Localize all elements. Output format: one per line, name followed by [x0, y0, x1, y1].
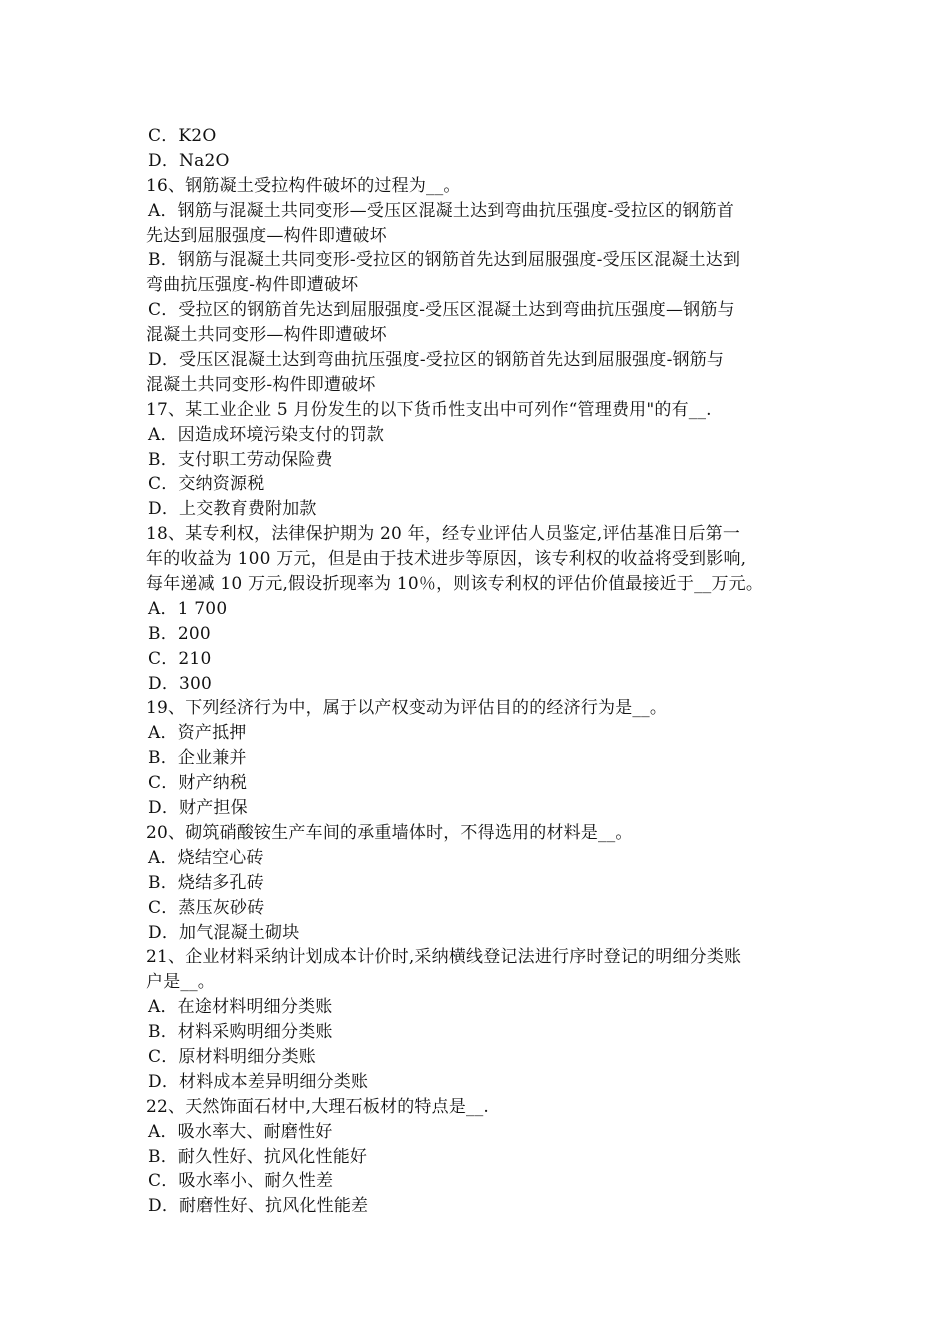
- continuation-line: 户是__。: [146, 972, 215, 993]
- continuation-line: 年的收益为 100 万元，但是由于技术进步等原因，该专利权的收益将受到影响,: [146, 549, 747, 570]
- option-line: D．加气混凝土砌块: [148, 922, 300, 943]
- continuation-line: 每年递减 10 万元,假设折现率为 10％，则该专利权的评估价值最接近于__万元。: [146, 574, 764, 595]
- option-line: C．财产纳税: [148, 773, 248, 794]
- option-line: C．吸水率小、耐久性差: [148, 1171, 334, 1192]
- option-line: A．钢筋与混凝土共同变形—受压区混凝土达到弯曲抗压强度-受拉区的钢筋首: [148, 200, 735, 221]
- option-line: D．受压区混凝土达到弯曲抗压强度-受拉区的钢筋首先达到屈服强度-钢筋与: [148, 350, 725, 371]
- continuation-line: 弯曲抗压强度-构件即遭破坏: [146, 275, 359, 296]
- option-line: C．210: [148, 648, 212, 669]
- question-line: 18、某专利权，法律保护期为 20 年，经专业评估人员鉴定,评估基准日后第一: [146, 524, 741, 545]
- option-line: C．蒸压灰砂砖: [148, 897, 265, 918]
- option-line: A．资产抵押: [148, 723, 247, 744]
- option-line: A．因造成环境污染支付的罚款: [148, 424, 385, 445]
- option-line: D．300: [148, 673, 213, 694]
- option-line: C．原材料明细分类账: [148, 1046, 317, 1067]
- option-line: B．烧结多孔砖: [148, 872, 264, 893]
- option-line: B．200: [148, 623, 211, 644]
- option-line: D．财产担保: [148, 798, 248, 819]
- option-line: A．吸水率大、耐磨性好: [148, 1121, 333, 1142]
- question-line: 21、企业材料采纳计划成本计价时,采纳横线登记法进行序时登记的明细分类账: [146, 947, 742, 968]
- continuation-line: 混凝土共同变形—构件即遭破坏: [146, 325, 387, 346]
- option-line: D．上交教育费附加款: [148, 499, 317, 520]
- option-line: B．材料采购明细分类账: [148, 1022, 333, 1043]
- question-line: 20、砌筑硝酸铵生产车间的承重墙体时，不得选用的材料是__。: [146, 822, 633, 843]
- question-line: 19、下列经济行为中，属于以产权变动为评估目的的经济行为是__。: [146, 698, 668, 719]
- question-line: 16、钢筋凝土受拉构件破坏的过程为__。: [146, 175, 461, 196]
- option-line: D．材料成本差异明细分类账: [148, 1071, 369, 1092]
- option-line: C．交纳资源税: [148, 474, 265, 495]
- option-line: A．1 700: [148, 598, 228, 619]
- option-line: A．在途材料明细分类账: [148, 997, 333, 1018]
- option-line: B．钢筋与混凝土共同变形-受拉区的钢筋首先达到屈服强度-受压区混凝土达到: [148, 250, 741, 271]
- question-line: 22、天然饰面石材中,大理石板材的特点是__.: [146, 1096, 490, 1117]
- option-line: D．耐磨性好、抗风化性能差: [148, 1196, 369, 1217]
- option-line: B．企业兼并: [148, 748, 247, 769]
- continuation-line: 先达到屈服强度—构件即遭破坏: [146, 225, 387, 246]
- continuation-line: 混凝土共同变形-构件即遭破坏: [146, 374, 376, 395]
- option-line: A．烧结空心砖: [148, 847, 264, 868]
- option-line: B．支付职工劳动保险费: [148, 449, 333, 470]
- option-line: C．受拉区的钢筋首先达到屈服强度-受压区混凝土达到弯曲抗压强度—钢筋与: [148, 300, 735, 321]
- option-line: B．耐久性好、抗风化性能好: [148, 1146, 368, 1167]
- document-text-body: [146, 124, 810, 1219]
- question-line: 17、某工业企业 5 月份发生的以下货币性支出中可列作“管理费用"的有__.: [146, 399, 712, 420]
- option-line: D．Na2O: [148, 150, 230, 171]
- option-line: C．K2O: [148, 126, 217, 146]
